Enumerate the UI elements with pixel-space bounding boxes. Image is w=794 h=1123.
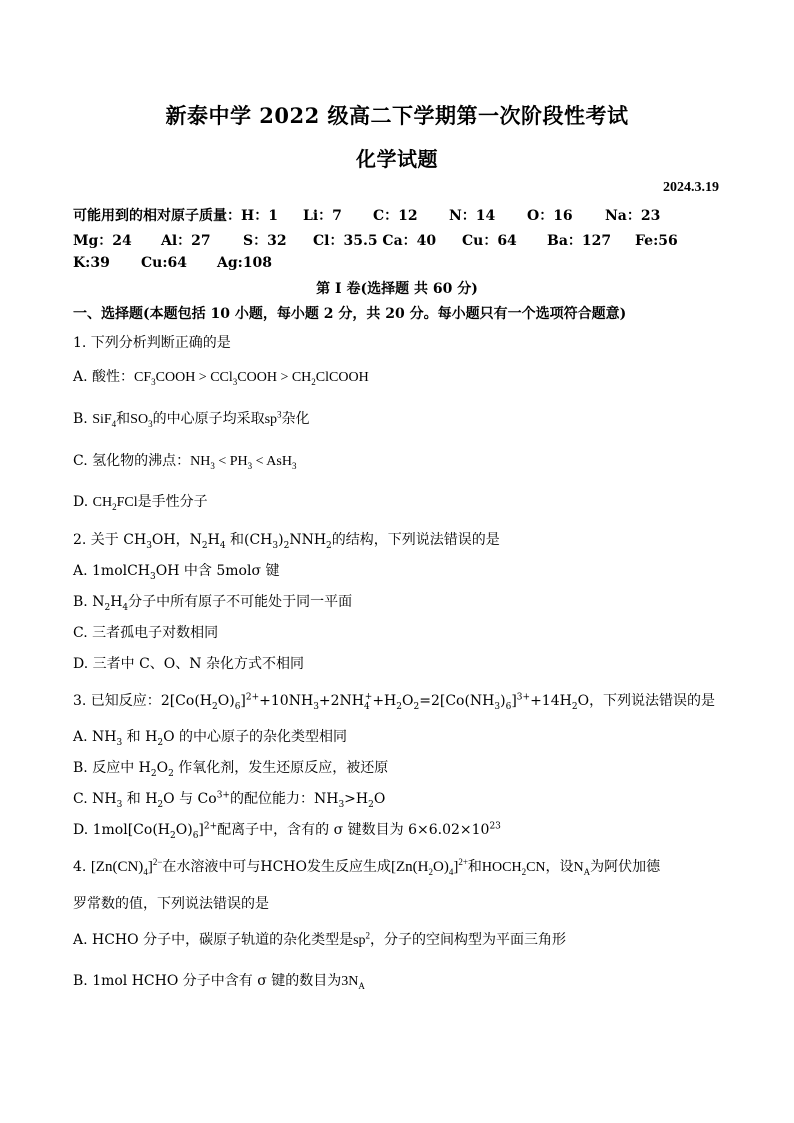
mass-item: N：14 [449,208,496,224]
mass-item: S：32 [243,233,287,249]
option-label: D. [73,494,89,510]
option-text: A. NH [73,729,117,745]
part-heading: 一、选择题(本题包括 10 小题，每小题 2 分，共 20 分。每小题只有一个选项符合题意) [73,306,627,322]
q2-option-b: B. $N_2H_4$分子中所有原子不可能处于同一平面 [73,594,353,613]
atomic-mass-row-2 [73,230,678,250]
option-text: 的中心原子的杂化类型相同 [179,729,347,745]
option-text: 杂化 [281,411,310,427]
mass-item: Na：23 [605,208,661,224]
mass-item: Mg：24 [73,233,132,249]
mass-item: O：16 [527,208,573,224]
q2-option-a: A. 1molCH$_3$OH 中含 5molσ 键 [73,563,280,582]
q1-option-c: C. 氢化物的沸点：$NH_3 < PH_3 < AsH_3$ [73,453,297,471]
q4-option-b: B. 1mol HCHO 分子中含有 σ 键的数目为$3N_A$ [73,973,365,991]
option-text: 的配位能力：NH [229,791,339,807]
option-text: A. 1molCH [73,563,151,579]
q3-option-d: D. $1mol[Co(H_2O)_6]^{2+}$配离子中，含有的 σ 键数目为 $6\times 6.02\times 10^{23}$ [73,821,501,841]
volume-heading: 第 I 卷(选择题 共 60 分) [316,281,478,297]
stem-text: 的结构，下列说法错误的是 [331,532,500,548]
connector: 和 [467,859,482,875]
option-text: 的中心原子均采取 [152,411,265,427]
mass-item: Cl：35.5 Ca：40 [313,233,437,249]
mass-item: K:39 [73,255,110,271]
q3-stem: 3. 已知反应：$2[Co(H_2O)_6]^{2+}+10NH_3+2NH_4^++H_2O_2=2[Co(NH_3)_6]^{3+}+14H_2O$，下列说法错误的是 [73,692,716,712]
q1-option-a: A. 酸性：$CF_3COOH$ > CCl$_3$COOH > $CH_2ClCOOH$ [73,369,369,387]
connector: 和 [116,411,131,427]
mass-item: Ba：127 [547,233,612,249]
stem-text: ，下列说法错误的是 [589,693,716,709]
mass-item: H：1 [241,208,278,224]
option-text: B. 反应中 H [73,760,151,776]
option-text: 作氧化剂，发生还原反应，被还原 [178,760,389,776]
stem-text: 2. 关于 CH [73,532,147,548]
option-text: A. HCHO 分子中，碳原子轨道的杂化类型是 [73,932,354,948]
mass-item: C：12 [373,208,418,224]
exam-title: 新泰中学 2022 级高二下学期第一次阶段性考试 [165,103,629,128]
option-text: ，分子的空间构型为平面三角形 [370,932,567,948]
exam-date: 2024.3.19 [663,180,719,195]
q2-option-c: C. 三者孤电子对数相同 [73,625,219,641]
option-text: 是手性分子 [137,494,208,510]
q1-stem: 1. 下列分析判断正确的是 [73,335,231,351]
stem-text: 3. 已知反应： [73,693,161,709]
mass-item: Cu:64 [141,255,187,271]
q3-option-b: B. 反应中 $H_2O_2$ 作氧化剂，发生还原反应，被还原 [73,760,389,779]
q1-option-d: D. $CH_2FCl$是手性分子 [73,494,208,512]
option-text: D. 1mol[Co(H [73,822,170,838]
option-text: OH 中含 5molσ 键 [155,563,280,579]
atomic-mass-label: 可能用到的相对原子质量： [73,208,241,224]
q4-stem-line-2: 罗常数的值，下列说法错误的是 [73,896,269,912]
mass-item: Al：27 [161,233,211,249]
option-text: B. 1mol HCHO 分子中含有 σ 键的数目为 [73,973,342,989]
option-text: 配离子中，含有的 σ 键数目为 6×6.02×10 [217,822,490,838]
q1-option-b: B. SiF$_4$和$SO_3$的中心原子均采取$sp^3$杂化 [73,409,310,429]
option-text: B. N [73,594,105,610]
q4-option-a: A. HCHO 分子中，碳原子轨道的杂化类型是$sp^2$，分子的空间构型为平面三角形 [73,930,567,948]
option-label: A. 酸性： [73,369,135,385]
q3-option-c: C. $NH_3$ 和 $H_2O$ 与 $Co^{3+}$的配位能力：$NH_3>H_2O$ [73,790,386,810]
stem-text: 为阿伏加德 [590,859,661,875]
option-label: C. 氢化物的沸点： [73,453,191,469]
mass-item: Ag:108 [217,255,273,271]
atomic-mass-row-3 [73,255,272,271]
option-text: 分子中所有原子不可能处于同一平面 [128,594,353,610]
stem-text: 在水溶液中可与HCHO发生反应生成 [162,859,391,875]
q3-option-a: A. $NH_3$ 和 $H_2O$ 的中心原子的杂化类型相同 [73,729,347,748]
option-text: C. NH [73,791,117,807]
mass-item: Cu：64 [462,233,517,249]
mass-item: Li：7 [303,208,342,224]
mass-item: Fe:56 [635,233,678,249]
option-label: B. [73,411,88,427]
q2-stem: 2. 关于 $CH_3OH$，$N_2H_4$ 和$(CH_3)_2NNH_2$的结构，下列说法错误的是 [73,532,500,551]
atomic-mass-row-1 [73,205,660,225]
q2-option-d: D. 三者中 C、O、N 杂化方式不相同 [73,656,304,672]
exam-subtitle: 化学试题 [356,147,438,171]
stem-text: ，设 [545,859,574,875]
q4-stem-line-1: 4. $[Zn(CN)_4]^{2-}$在水溶液中可与HCHO发生反应生成$[Zn(H_2O)_4]^{2+}$和$HOCH_2CN$，设$N_A$为阿伏加德 [73,857,661,877]
